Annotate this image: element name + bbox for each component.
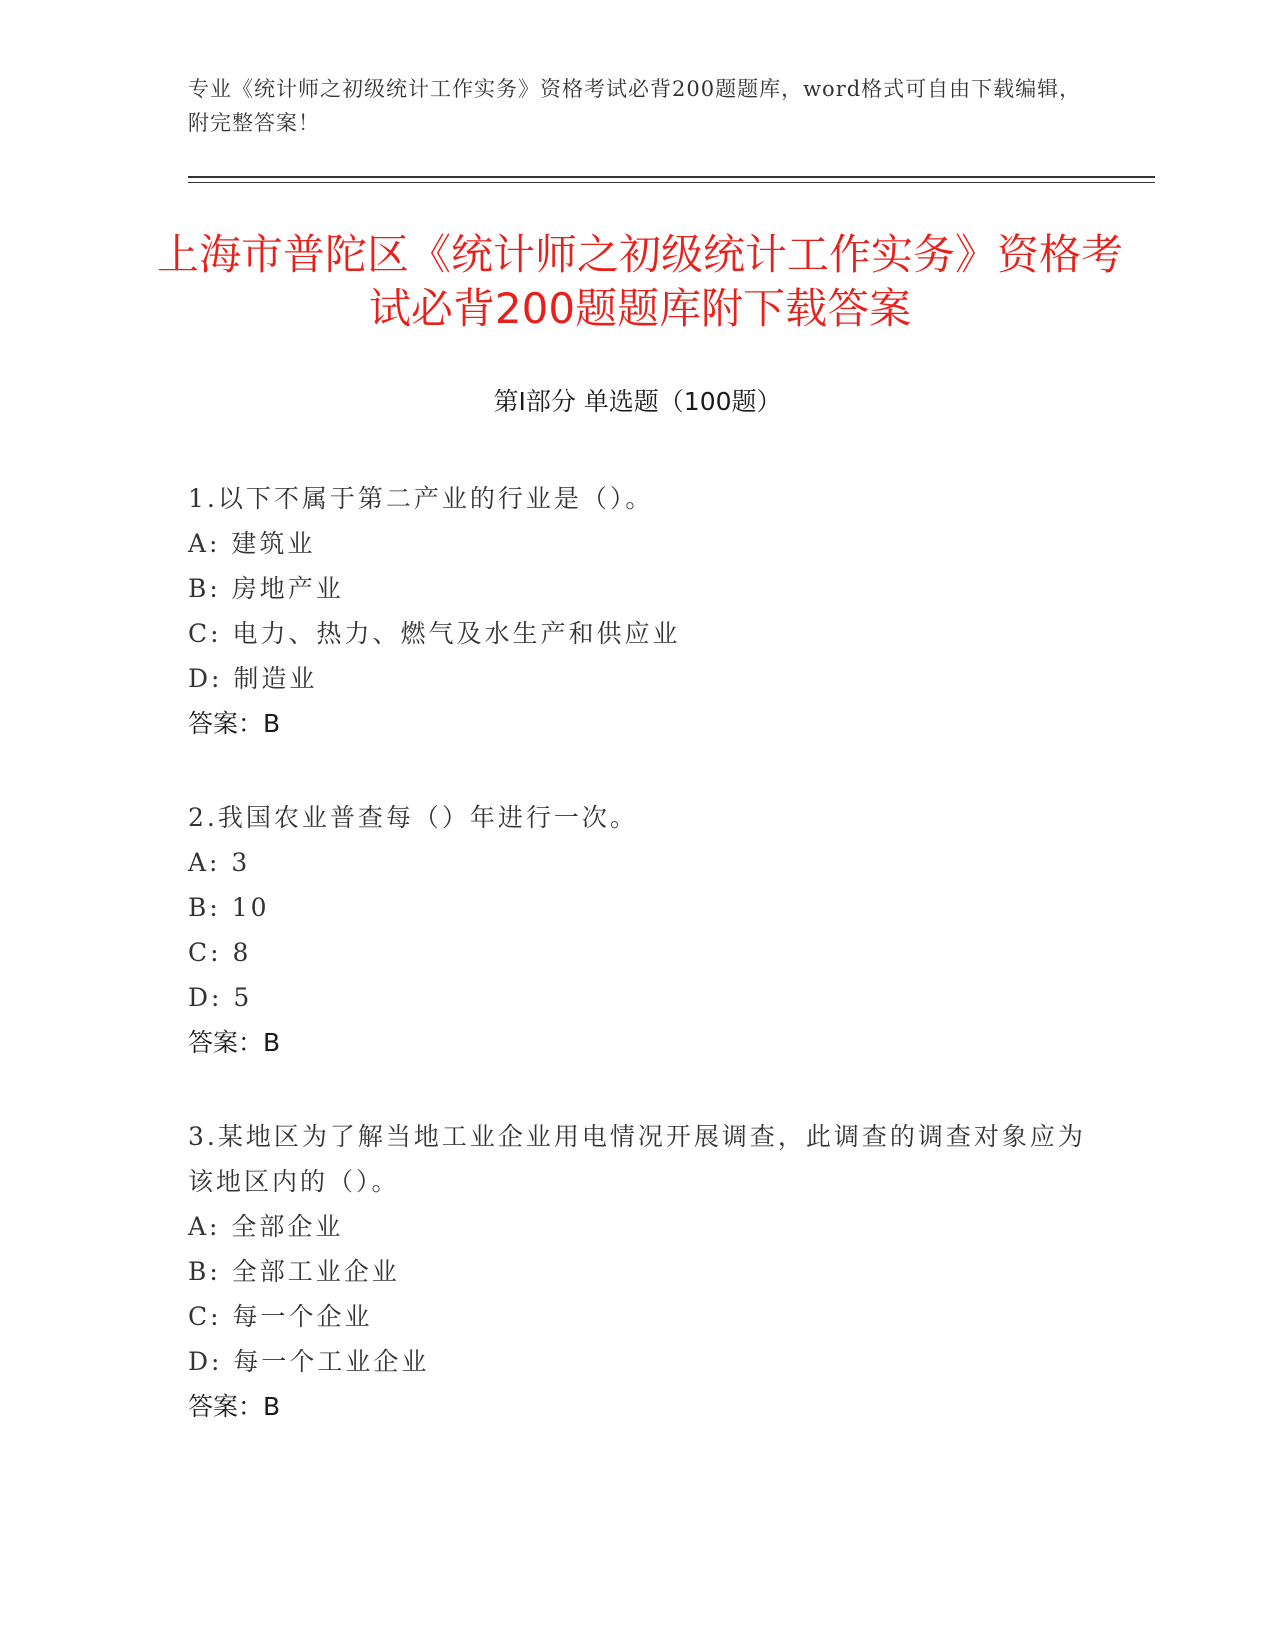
question-stem: 1.以下不属于第二产业的行业是（）。 [188, 484, 654, 513]
question-stem: 3.某地区为了解当地工业企业用电情况开展调查，此调查的调查对象应为该地区内的（）。 [188, 1122, 1086, 1196]
header-note: 专业《统计师之初级统计工作实务》资格考试必背200题题库，word格式可自由下载编辑，附完整答案！ [188, 77, 1082, 135]
question-block [188, 1114, 1088, 1429]
option-b: B: 全部工业企业 [188, 1257, 400, 1286]
answer-line: 答案：B [188, 1028, 281, 1057]
option-c: C: 8 [188, 938, 252, 967]
option-d: D: 5 [188, 983, 253, 1012]
option-b: B: 房地产业 [188, 574, 344, 603]
question-block [188, 795, 1088, 1065]
question-block [188, 476, 1088, 746]
option-c: C: 电力、热力、燃气及水生产和供应业 [188, 619, 681, 648]
option-d: D: 制造业 [188, 664, 318, 693]
option-c: C: 每一个企业 [188, 1302, 373, 1331]
answer-line: 答案：B [188, 1392, 281, 1421]
document-title: 上海市普陀区《统计师之初级统计工作实务》资格考试必背200题题库附下载答案 [156, 230, 1123, 333]
question-stem: 2.我国农业普查每（）年进行一次。 [188, 803, 638, 832]
option-a: A: 建筑业 [188, 529, 316, 558]
answer-line: 答案：B [188, 709, 281, 738]
option-d: D: 每一个工业企业 [188, 1347, 430, 1376]
header-divider-thin [188, 182, 1155, 183]
option-a: A: 全部企业 [188, 1212, 344, 1241]
option-a: A: 3 [188, 848, 251, 877]
option-b: B: 10 [188, 893, 270, 922]
header-divider-thick [188, 176, 1155, 178]
section-title: 第I部分 单选题（100题） [493, 387, 782, 416]
